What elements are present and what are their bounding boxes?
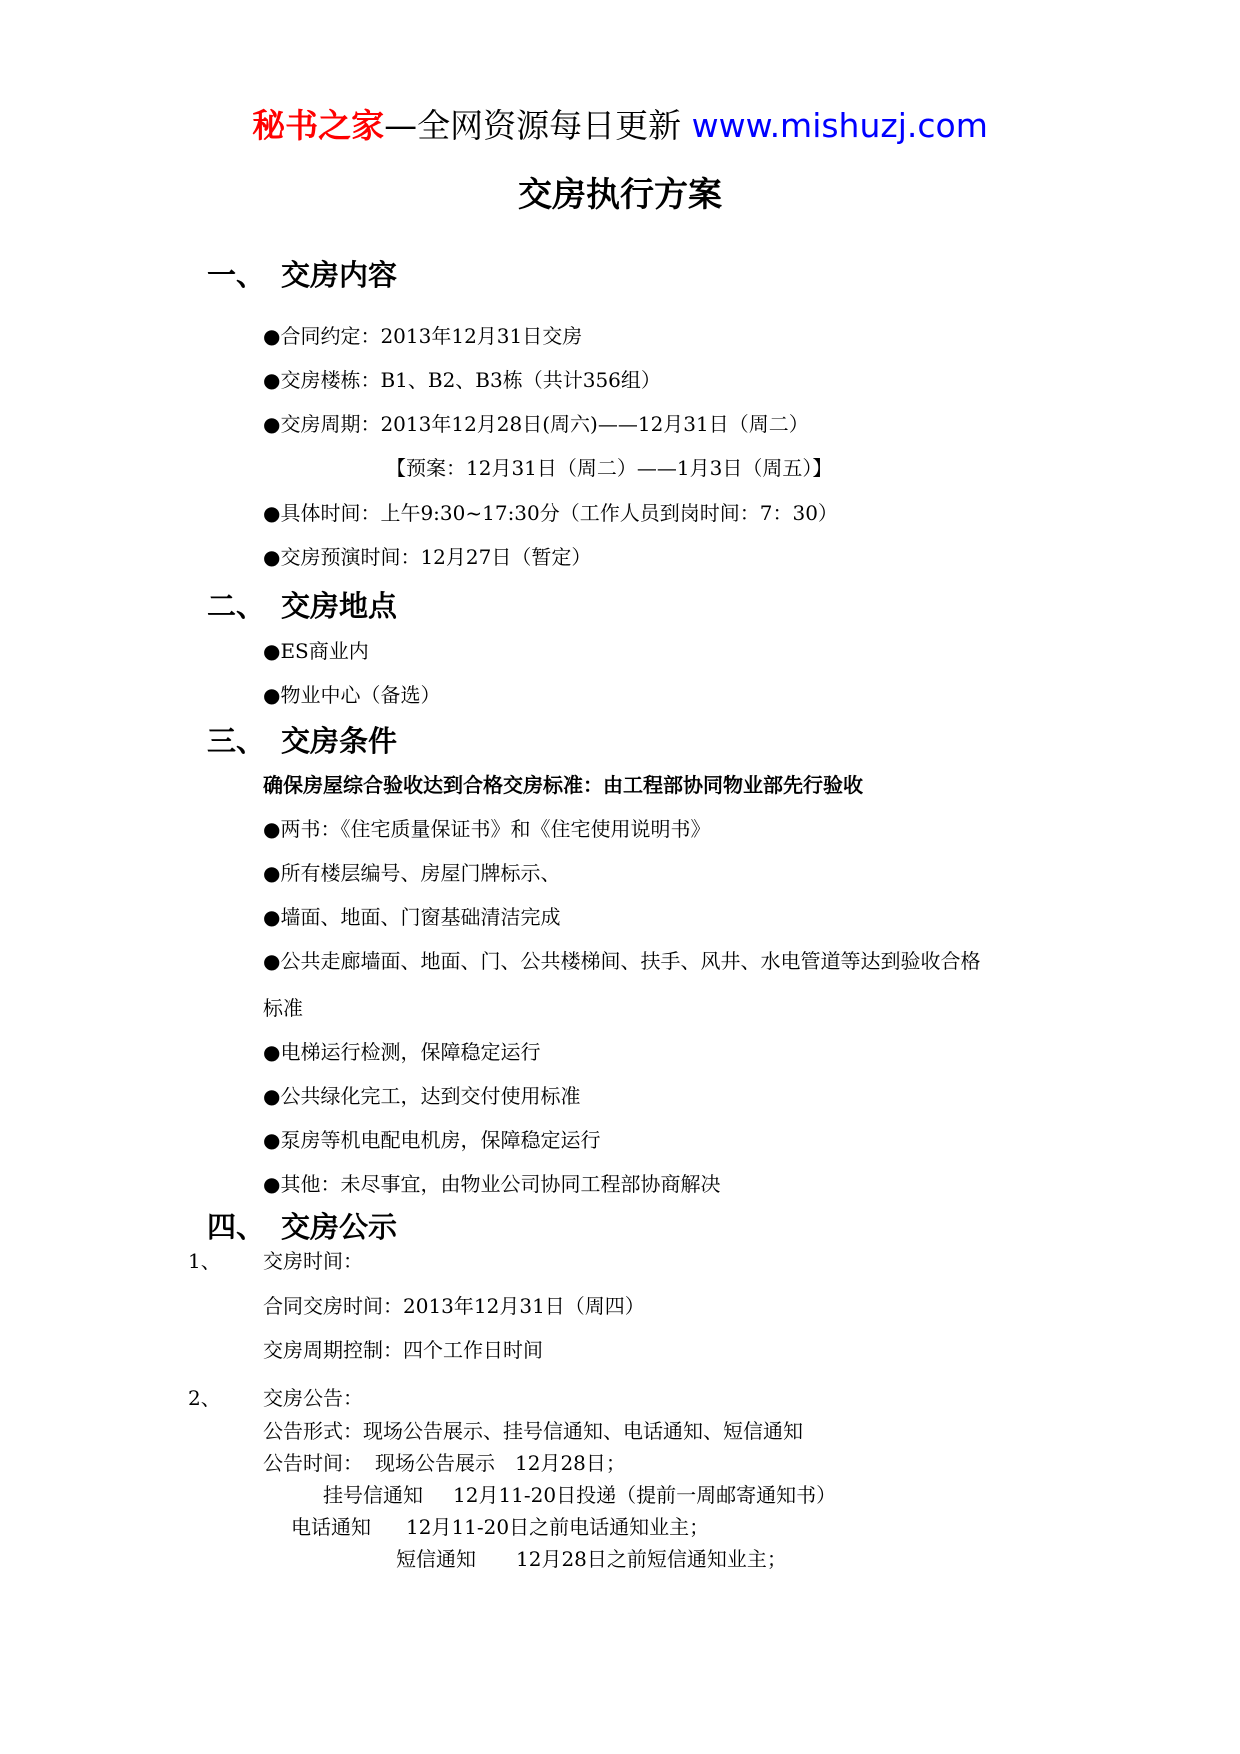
list-item: ●交房预演时间：12月27日（暂定） <box>263 545 592 569</box>
list-item: ●两书：《住宅质量保证书》和《住宅使用说明书》 <box>263 817 711 841</box>
list-item: ●ES商业内 <box>263 639 369 663</box>
item-label: 交房时间： <box>263 1249 363 1273</box>
schedule-row <box>396 1543 787 1572</box>
schedule-detail: 12月28日之前短信通知业主； <box>516 1547 787 1571</box>
brand-name: 秘书之家 <box>252 106 385 145</box>
list-item: 公告形式：现场公告展示、挂号信通知、电话通知、短信通知 <box>263 1419 803 1443</box>
section-title: 交房内容 <box>281 258 398 292</box>
list-item-continuation: 标准 <box>263 996 303 1020</box>
list-item: ●公共绿化完工，达到交付使用标准 <box>263 1084 581 1108</box>
schedule-channel: 挂号信通知 <box>323 1483 423 1507</box>
numbered-item <box>188 1245 363 1274</box>
section-3-heading <box>207 719 397 760</box>
section-number: 三、 <box>207 724 266 758</box>
list-item: 合同交房时间：2013年12月31日（周四） <box>263 1294 645 1318</box>
schedule-row <box>263 1447 626 1476</box>
schedule-detail: 12月11-20日投递（提前一周邮寄通知书） <box>453 1483 837 1507</box>
schedule-label: 公告时间： <box>263 1451 363 1475</box>
list-item: ●其他：未尽事宜，由物业公司协同工程部协商解决 <box>263 1172 721 1196</box>
schedule-row <box>291 1511 709 1540</box>
section-4-heading <box>207 1205 397 1246</box>
section-subheading: 确保房屋综合验收达到合格交房标准：由工程部协同物业部先行验收 <box>263 773 863 797</box>
section-number: 四、 <box>207 1210 266 1244</box>
list-item: ●墙面、地面、门窗基础清洁完成 <box>263 905 561 929</box>
document-title: 交房执行方案 <box>518 175 722 215</box>
slogan: —全网资源每日更新 <box>384 106 682 145</box>
list-item: ●泵房等机电配电机房，保障稳定运行 <box>263 1128 601 1152</box>
list-item: ●物业中心（备选） <box>263 683 441 707</box>
list-item: ●具体时间：上午9:30~17:30分（工作人员到岗时间：7：30） <box>263 501 838 525</box>
schedule-detail: 12月11-20日之前电话通知业主； <box>406 1515 710 1539</box>
list-item: 交房周期控制：四个工作日时间 <box>263 1338 543 1362</box>
schedule-row <box>323 1479 836 1508</box>
item-label: 交房公告： <box>263 1386 363 1410</box>
section-title: 交房地点 <box>281 589 398 623</box>
section-1-heading <box>207 253 397 294</box>
site-url[interactable]: www.mishuzj.com <box>691 106 988 145</box>
schedule-channel: 短信通知 <box>396 1547 476 1571</box>
list-item: ●电梯运行检测，保障稳定运行 <box>263 1040 541 1064</box>
item-number: 1、 <box>188 1249 221 1273</box>
section-title: 交房公示 <box>281 1210 398 1244</box>
list-item: ●所有楼层编号、房屋门牌标示、 <box>263 861 561 885</box>
numbered-item <box>188 1382 363 1411</box>
schedule-channel: 电话通知 <box>291 1515 371 1539</box>
list-item-contingency: 【预案：12月31日（周二）——1月3日（周五）】 <box>386 456 833 480</box>
section-title: 交房条件 <box>281 724 398 758</box>
schedule-detail: 12月28日； <box>515 1451 626 1475</box>
site-banner <box>0 100 1240 147</box>
list-item: ●公共走廊墙面、地面、门、公共楼梯间、扶手、风井、水电管道等达到验收合格 <box>263 949 981 973</box>
schedule-channel: 现场公告展示 <box>375 1451 495 1475</box>
section-2-heading <box>207 584 397 625</box>
item-number: 2、 <box>188 1386 221 1410</box>
section-number: 二、 <box>207 589 266 623</box>
list-item: ●交房周期：2013年12月28日(周六)——12月31日（周二） <box>263 412 809 436</box>
list-item: ●合同约定：2013年12月31日交房 <box>263 324 583 348</box>
section-number: 一、 <box>207 258 266 292</box>
list-item: ●交房楼栋：B1、B2、B3栋（共计356组） <box>263 368 661 392</box>
